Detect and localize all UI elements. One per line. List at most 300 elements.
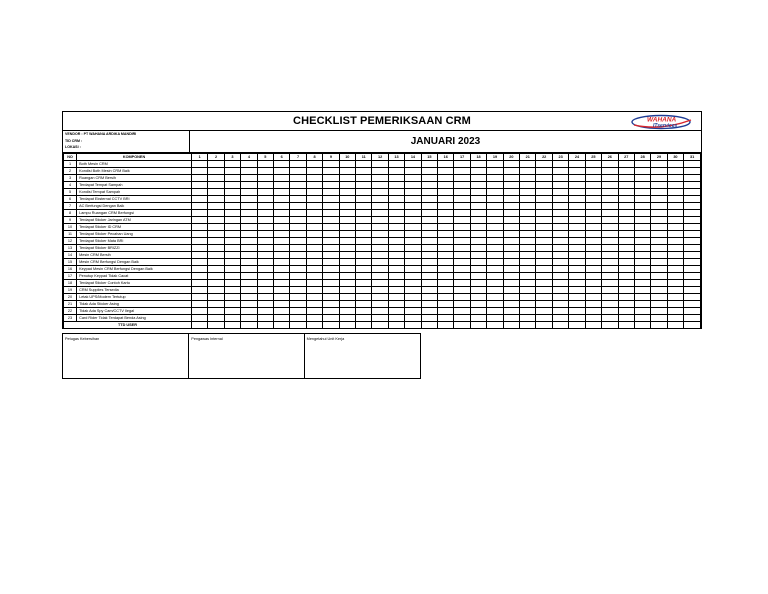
check-cell-day-17[interactable]	[454, 238, 470, 245]
check-cell-day-27[interactable]	[618, 252, 634, 259]
check-cell-day-10[interactable]	[339, 245, 355, 252]
check-cell-day-8[interactable]	[306, 259, 322, 266]
check-cell-day-5[interactable]	[257, 203, 273, 210]
check-cell-day-26[interactable]	[602, 189, 618, 196]
check-cell-day-16[interactable]	[438, 294, 454, 301]
check-cell-day-17[interactable]	[454, 259, 470, 266]
check-cell-day-17[interactable]	[454, 245, 470, 252]
check-cell-day-21[interactable]	[520, 196, 536, 203]
check-cell-day-23[interactable]	[552, 238, 568, 245]
check-cell-day-24[interactable]	[569, 315, 585, 322]
check-cell-day-16[interactable]	[438, 287, 454, 294]
check-cell-day-23[interactable]	[552, 210, 568, 217]
check-cell-day-7[interactable]	[290, 189, 306, 196]
check-cell-day-9[interactable]	[323, 259, 339, 266]
check-cell-day-9[interactable]	[323, 182, 339, 189]
check-cell-day-22[interactable]	[536, 196, 552, 203]
check-cell-day-20[interactable]	[503, 259, 519, 266]
check-cell-day-3[interactable]	[224, 266, 240, 273]
check-cell-day-14[interactable]	[405, 308, 421, 315]
check-cell-day-9[interactable]	[323, 287, 339, 294]
check-cell-day-29[interactable]	[651, 182, 667, 189]
signature-box-cleaner[interactable]	[63, 334, 189, 378]
check-cell-day-24[interactable]	[569, 252, 585, 259]
check-cell-day-13[interactable]	[388, 210, 404, 217]
check-cell-day-30[interactable]	[667, 294, 683, 301]
check-cell-day-16[interactable]	[438, 238, 454, 245]
check-cell-day-1[interactable]	[191, 189, 207, 196]
check-cell-day-2[interactable]	[208, 273, 224, 280]
check-cell-day-30[interactable]	[667, 266, 683, 273]
check-cell-day-10[interactable]	[339, 182, 355, 189]
check-cell-day-3[interactable]	[224, 238, 240, 245]
check-cell-day-27[interactable]	[618, 161, 634, 168]
check-cell-day-3[interactable]	[224, 224, 240, 231]
check-cell-day-20[interactable]	[503, 245, 519, 252]
check-cell-day-10[interactable]	[339, 161, 355, 168]
check-cell-day-17[interactable]	[454, 315, 470, 322]
check-cell-day-6[interactable]	[273, 231, 289, 238]
check-cell-day-8[interactable]	[306, 168, 322, 175]
check-cell-day-12[interactable]	[372, 294, 388, 301]
check-cell-day-12[interactable]	[372, 175, 388, 182]
check-cell-day-4[interactable]	[241, 252, 257, 259]
check-cell-day-5[interactable]	[257, 301, 273, 308]
check-cell-day-14[interactable]	[405, 217, 421, 224]
check-cell-day-8[interactable]	[306, 280, 322, 287]
check-cell-day-1[interactable]	[191, 315, 207, 322]
check-cell-day-23[interactable]	[552, 252, 568, 259]
check-cell-day-30[interactable]	[667, 217, 683, 224]
check-cell-day-20[interactable]	[503, 266, 519, 273]
check-cell-day-30[interactable]	[667, 175, 683, 182]
check-cell-day-14[interactable]	[405, 203, 421, 210]
check-cell-day-12[interactable]	[372, 273, 388, 280]
ttd-cell-day-10[interactable]	[339, 322, 355, 329]
check-cell-day-3[interactable]	[224, 308, 240, 315]
check-cell-day-9[interactable]	[323, 217, 339, 224]
check-cell-day-26[interactable]	[602, 182, 618, 189]
check-cell-day-19[interactable]	[487, 196, 503, 203]
check-cell-day-1[interactable]	[191, 266, 207, 273]
check-cell-day-5[interactable]	[257, 308, 273, 315]
check-cell-day-9[interactable]	[323, 189, 339, 196]
check-cell-day-27[interactable]	[618, 196, 634, 203]
check-cell-day-12[interactable]	[372, 266, 388, 273]
check-cell-day-4[interactable]	[241, 203, 257, 210]
check-cell-day-23[interactable]	[552, 168, 568, 175]
check-cell-day-3[interactable]	[224, 294, 240, 301]
check-cell-day-1[interactable]	[191, 217, 207, 224]
check-cell-day-29[interactable]	[651, 161, 667, 168]
ttd-cell-day-7[interactable]	[290, 322, 306, 329]
check-cell-day-26[interactable]	[602, 203, 618, 210]
check-cell-day-4[interactable]	[241, 182, 257, 189]
check-cell-day-27[interactable]	[618, 189, 634, 196]
check-cell-day-11[interactable]	[356, 231, 372, 238]
check-cell-day-8[interactable]	[306, 210, 322, 217]
check-cell-day-7[interactable]	[290, 294, 306, 301]
check-cell-day-15[interactable]	[421, 273, 437, 280]
check-cell-day-12[interactable]	[372, 203, 388, 210]
check-cell-day-21[interactable]	[520, 294, 536, 301]
check-cell-day-31[interactable]	[684, 280, 701, 287]
check-cell-day-6[interactable]	[273, 280, 289, 287]
check-cell-day-30[interactable]	[667, 259, 683, 266]
ttd-cell-day-24[interactable]	[569, 322, 585, 329]
check-cell-day-22[interactable]	[536, 266, 552, 273]
check-cell-day-29[interactable]	[651, 259, 667, 266]
check-cell-day-29[interactable]	[651, 210, 667, 217]
check-cell-day-24[interactable]	[569, 308, 585, 315]
check-cell-day-3[interactable]	[224, 231, 240, 238]
check-cell-day-31[interactable]	[684, 252, 701, 259]
check-cell-day-18[interactable]	[470, 294, 486, 301]
check-cell-day-17[interactable]	[454, 203, 470, 210]
check-cell-day-1[interactable]	[191, 161, 207, 168]
check-cell-day-27[interactable]	[618, 217, 634, 224]
check-cell-day-3[interactable]	[224, 168, 240, 175]
check-cell-day-18[interactable]	[470, 231, 486, 238]
check-cell-day-16[interactable]	[438, 301, 454, 308]
check-cell-day-31[interactable]	[684, 210, 701, 217]
check-cell-day-13[interactable]	[388, 287, 404, 294]
check-cell-day-10[interactable]	[339, 294, 355, 301]
check-cell-day-5[interactable]	[257, 315, 273, 322]
check-cell-day-18[interactable]	[470, 266, 486, 273]
check-cell-day-27[interactable]	[618, 168, 634, 175]
check-cell-day-7[interactable]	[290, 210, 306, 217]
check-cell-day-30[interactable]	[667, 203, 683, 210]
check-cell-day-19[interactable]	[487, 189, 503, 196]
check-cell-day-4[interactable]	[241, 280, 257, 287]
check-cell-day-11[interactable]	[356, 301, 372, 308]
check-cell-day-14[interactable]	[405, 294, 421, 301]
check-cell-day-29[interactable]	[651, 315, 667, 322]
ttd-cell-day-1[interactable]	[191, 322, 207, 329]
check-cell-day-18[interactable]	[470, 301, 486, 308]
check-cell-day-16[interactable]	[438, 168, 454, 175]
check-cell-day-7[interactable]	[290, 168, 306, 175]
check-cell-day-1[interactable]	[191, 308, 207, 315]
check-cell-day-10[interactable]	[339, 217, 355, 224]
check-cell-day-8[interactable]	[306, 315, 322, 322]
check-cell-day-17[interactable]	[454, 168, 470, 175]
ttd-cell-day-29[interactable]	[651, 322, 667, 329]
check-cell-day-6[interactable]	[273, 217, 289, 224]
check-cell-day-3[interactable]	[224, 301, 240, 308]
check-cell-day-27[interactable]	[618, 224, 634, 231]
check-cell-day-12[interactable]	[372, 189, 388, 196]
check-cell-day-7[interactable]	[290, 182, 306, 189]
check-cell-day-9[interactable]	[323, 280, 339, 287]
check-cell-day-25[interactable]	[585, 189, 601, 196]
check-cell-day-13[interactable]	[388, 175, 404, 182]
check-cell-day-28[interactable]	[634, 182, 650, 189]
check-cell-day-20[interactable]	[503, 217, 519, 224]
check-cell-day-31[interactable]	[684, 301, 701, 308]
check-cell-day-28[interactable]	[634, 252, 650, 259]
check-cell-day-24[interactable]	[569, 203, 585, 210]
check-cell-day-31[interactable]	[684, 308, 701, 315]
check-cell-day-8[interactable]	[306, 196, 322, 203]
check-cell-day-12[interactable]	[372, 301, 388, 308]
check-cell-day-17[interactable]	[454, 252, 470, 259]
check-cell-day-13[interactable]	[388, 189, 404, 196]
check-cell-day-2[interactable]	[208, 161, 224, 168]
check-cell-day-29[interactable]	[651, 266, 667, 273]
ttd-cell-day-23[interactable]	[552, 322, 568, 329]
check-cell-day-10[interactable]	[339, 224, 355, 231]
check-cell-day-19[interactable]	[487, 280, 503, 287]
check-cell-day-1[interactable]	[191, 259, 207, 266]
check-cell-day-22[interactable]	[536, 259, 552, 266]
check-cell-day-22[interactable]	[536, 161, 552, 168]
check-cell-day-7[interactable]	[290, 259, 306, 266]
check-cell-day-20[interactable]	[503, 315, 519, 322]
check-cell-day-24[interactable]	[569, 245, 585, 252]
check-cell-day-19[interactable]	[487, 182, 503, 189]
check-cell-day-18[interactable]	[470, 217, 486, 224]
check-cell-day-24[interactable]	[569, 280, 585, 287]
check-cell-day-5[interactable]	[257, 238, 273, 245]
check-cell-day-2[interactable]	[208, 224, 224, 231]
check-cell-day-8[interactable]	[306, 182, 322, 189]
ttd-cell-day-28[interactable]	[634, 322, 650, 329]
check-cell-day-12[interactable]	[372, 161, 388, 168]
check-cell-day-5[interactable]	[257, 168, 273, 175]
check-cell-day-11[interactable]	[356, 161, 372, 168]
check-cell-day-4[interactable]	[241, 238, 257, 245]
check-cell-day-24[interactable]	[569, 238, 585, 245]
check-cell-day-11[interactable]	[356, 308, 372, 315]
check-cell-day-15[interactable]	[421, 182, 437, 189]
check-cell-day-22[interactable]	[536, 168, 552, 175]
check-cell-day-6[interactable]	[273, 273, 289, 280]
check-cell-day-21[interactable]	[520, 238, 536, 245]
check-cell-day-28[interactable]	[634, 259, 650, 266]
check-cell-day-17[interactable]	[454, 196, 470, 203]
check-cell-day-12[interactable]	[372, 224, 388, 231]
check-cell-day-13[interactable]	[388, 196, 404, 203]
check-cell-day-11[interactable]	[356, 287, 372, 294]
check-cell-day-6[interactable]	[273, 301, 289, 308]
ttd-cell-day-27[interactable]	[618, 322, 634, 329]
check-cell-day-17[interactable]	[454, 301, 470, 308]
check-cell-day-25[interactable]	[585, 266, 601, 273]
check-cell-day-6[interactable]	[273, 224, 289, 231]
check-cell-day-17[interactable]	[454, 294, 470, 301]
check-cell-day-2[interactable]	[208, 252, 224, 259]
check-cell-day-17[interactable]	[454, 189, 470, 196]
check-cell-day-26[interactable]	[602, 294, 618, 301]
check-cell-day-26[interactable]	[602, 217, 618, 224]
check-cell-day-2[interactable]	[208, 182, 224, 189]
check-cell-day-6[interactable]	[273, 161, 289, 168]
check-cell-day-11[interactable]	[356, 210, 372, 217]
check-cell-day-21[interactable]	[520, 217, 536, 224]
check-cell-day-31[interactable]	[684, 266, 701, 273]
check-cell-day-14[interactable]	[405, 252, 421, 259]
check-cell-day-13[interactable]	[388, 252, 404, 259]
check-cell-day-11[interactable]	[356, 252, 372, 259]
check-cell-day-1[interactable]	[191, 294, 207, 301]
check-cell-day-17[interactable]	[454, 224, 470, 231]
check-cell-day-24[interactable]	[569, 168, 585, 175]
check-cell-day-31[interactable]	[684, 259, 701, 266]
check-cell-day-7[interactable]	[290, 217, 306, 224]
check-cell-day-2[interactable]	[208, 217, 224, 224]
check-cell-day-20[interactable]	[503, 231, 519, 238]
check-cell-day-29[interactable]	[651, 196, 667, 203]
check-cell-day-15[interactable]	[421, 315, 437, 322]
check-cell-day-18[interactable]	[470, 252, 486, 259]
check-cell-day-6[interactable]	[273, 182, 289, 189]
check-cell-day-30[interactable]	[667, 245, 683, 252]
check-cell-day-13[interactable]	[388, 161, 404, 168]
check-cell-day-1[interactable]	[191, 175, 207, 182]
check-cell-day-16[interactable]	[438, 182, 454, 189]
check-cell-day-28[interactable]	[634, 217, 650, 224]
check-cell-day-26[interactable]	[602, 315, 618, 322]
check-cell-day-3[interactable]	[224, 280, 240, 287]
check-cell-day-9[interactable]	[323, 175, 339, 182]
check-cell-day-4[interactable]	[241, 210, 257, 217]
check-cell-day-7[interactable]	[290, 266, 306, 273]
check-cell-day-29[interactable]	[651, 280, 667, 287]
check-cell-day-19[interactable]	[487, 308, 503, 315]
check-cell-day-25[interactable]	[585, 217, 601, 224]
check-cell-day-13[interactable]	[388, 259, 404, 266]
check-cell-day-7[interactable]	[290, 273, 306, 280]
check-cell-day-4[interactable]	[241, 273, 257, 280]
check-cell-day-15[interactable]	[421, 287, 437, 294]
check-cell-day-19[interactable]	[487, 168, 503, 175]
check-cell-day-7[interactable]	[290, 245, 306, 252]
check-cell-day-13[interactable]	[388, 280, 404, 287]
check-cell-day-8[interactable]	[306, 161, 322, 168]
check-cell-day-24[interactable]	[569, 259, 585, 266]
check-cell-day-1[interactable]	[191, 238, 207, 245]
check-cell-day-20[interactable]	[503, 196, 519, 203]
check-cell-day-5[interactable]	[257, 294, 273, 301]
check-cell-day-22[interactable]	[536, 252, 552, 259]
check-cell-day-20[interactable]	[503, 161, 519, 168]
check-cell-day-3[interactable]	[224, 210, 240, 217]
check-cell-day-18[interactable]	[470, 245, 486, 252]
check-cell-day-2[interactable]	[208, 245, 224, 252]
check-cell-day-6[interactable]	[273, 196, 289, 203]
check-cell-day-16[interactable]	[438, 252, 454, 259]
check-cell-day-31[interactable]	[684, 189, 701, 196]
check-cell-day-16[interactable]	[438, 315, 454, 322]
check-cell-day-15[interactable]	[421, 210, 437, 217]
check-cell-day-15[interactable]	[421, 238, 437, 245]
check-cell-day-3[interactable]	[224, 245, 240, 252]
check-cell-day-14[interactable]	[405, 301, 421, 308]
check-cell-day-25[interactable]	[585, 175, 601, 182]
check-cell-day-9[interactable]	[323, 266, 339, 273]
check-cell-day-31[interactable]	[684, 273, 701, 280]
check-cell-day-31[interactable]	[684, 175, 701, 182]
check-cell-day-2[interactable]	[208, 196, 224, 203]
check-cell-day-14[interactable]	[405, 238, 421, 245]
check-cell-day-7[interactable]	[290, 175, 306, 182]
check-cell-day-9[interactable]	[323, 203, 339, 210]
check-cell-day-9[interactable]	[323, 161, 339, 168]
check-cell-day-3[interactable]	[224, 175, 240, 182]
ttd-cell-day-31[interactable]	[684, 322, 701, 329]
check-cell-day-18[interactable]	[470, 259, 486, 266]
check-cell-day-24[interactable]	[569, 231, 585, 238]
check-cell-day-21[interactable]	[520, 259, 536, 266]
check-cell-day-16[interactable]	[438, 189, 454, 196]
check-cell-day-7[interactable]	[290, 196, 306, 203]
check-cell-day-10[interactable]	[339, 273, 355, 280]
check-cell-day-23[interactable]	[552, 189, 568, 196]
check-cell-day-1[interactable]	[191, 210, 207, 217]
check-cell-day-30[interactable]	[667, 301, 683, 308]
check-cell-day-11[interactable]	[356, 189, 372, 196]
check-cell-day-17[interactable]	[454, 280, 470, 287]
check-cell-day-4[interactable]	[241, 196, 257, 203]
check-cell-day-10[interactable]	[339, 238, 355, 245]
check-cell-day-8[interactable]	[306, 238, 322, 245]
check-cell-day-21[interactable]	[520, 210, 536, 217]
check-cell-day-7[interactable]	[290, 287, 306, 294]
check-cell-day-16[interactable]	[438, 308, 454, 315]
check-cell-day-8[interactable]	[306, 266, 322, 273]
check-cell-day-22[interactable]	[536, 189, 552, 196]
check-cell-day-12[interactable]	[372, 308, 388, 315]
check-cell-day-6[interactable]	[273, 266, 289, 273]
check-cell-day-18[interactable]	[470, 224, 486, 231]
check-cell-day-21[interactable]	[520, 161, 536, 168]
check-cell-day-28[interactable]	[634, 203, 650, 210]
check-cell-day-12[interactable]	[372, 245, 388, 252]
check-cell-day-31[interactable]	[684, 224, 701, 231]
check-cell-day-9[interactable]	[323, 168, 339, 175]
check-cell-day-2[interactable]	[208, 203, 224, 210]
check-cell-day-30[interactable]	[667, 308, 683, 315]
check-cell-day-27[interactable]	[618, 175, 634, 182]
check-cell-day-30[interactable]	[667, 196, 683, 203]
check-cell-day-19[interactable]	[487, 294, 503, 301]
ttd-cell-day-16[interactable]	[438, 322, 454, 329]
check-cell-day-16[interactable]	[438, 217, 454, 224]
check-cell-day-23[interactable]	[552, 231, 568, 238]
check-cell-day-30[interactable]	[667, 182, 683, 189]
check-cell-day-10[interactable]	[339, 210, 355, 217]
check-cell-day-27[interactable]	[618, 315, 634, 322]
check-cell-day-4[interactable]	[241, 231, 257, 238]
check-cell-day-26[interactable]	[602, 301, 618, 308]
check-cell-day-22[interactable]	[536, 273, 552, 280]
check-cell-day-22[interactable]	[536, 308, 552, 315]
check-cell-day-5[interactable]	[257, 196, 273, 203]
check-cell-day-19[interactable]	[487, 259, 503, 266]
check-cell-day-7[interactable]	[290, 252, 306, 259]
ttd-cell-day-4[interactable]	[241, 322, 257, 329]
check-cell-day-31[interactable]	[684, 168, 701, 175]
check-cell-day-4[interactable]	[241, 294, 257, 301]
check-cell-day-1[interactable]	[191, 280, 207, 287]
check-cell-day-23[interactable]	[552, 273, 568, 280]
check-cell-day-2[interactable]	[208, 175, 224, 182]
check-cell-day-26[interactable]	[602, 238, 618, 245]
check-cell-day-1[interactable]	[191, 182, 207, 189]
check-cell-day-19[interactable]	[487, 161, 503, 168]
